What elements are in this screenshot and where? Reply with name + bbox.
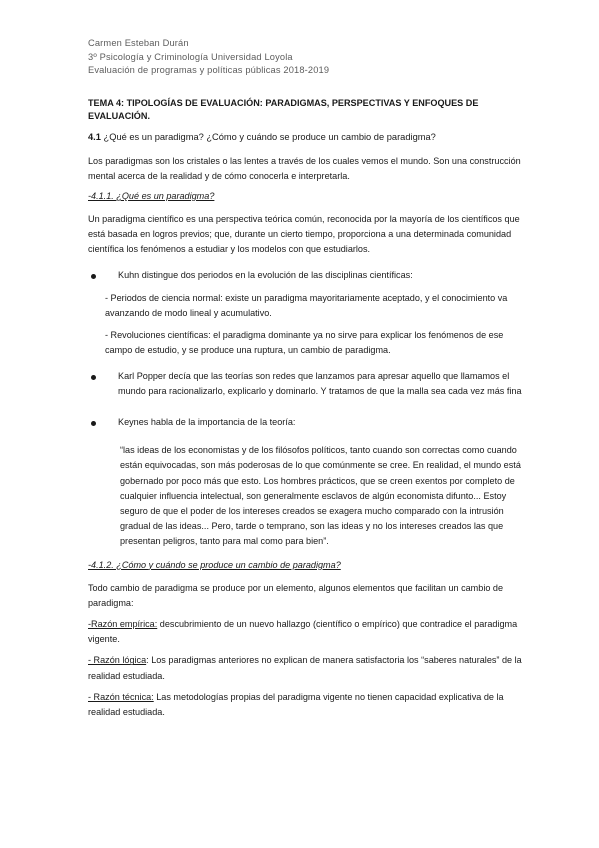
popper-text: Karl Popper decía que las teorías son redes que lanzamos para apresar aquello que llamamos el mundo para racionalizarlo, explicarlo y dominarlo. Y tratamos de que la malla sea cada vez más fina <box>118 370 522 396</box>
author-name: Carmen Esteban Durán <box>88 38 189 48</box>
change-intro: Todo cambio de paradigma se produce por un elemento, algunos elementos que facilitan un cambio de paradigma: <box>88 582 504 608</box>
kuhn-text: Kuhn distingue dos periodos en la evolución de las disciplinas científicas: <box>118 269 413 280</box>
logical-reason-label: - Razón lógica <box>88 655 147 666</box>
bullet-keynes <box>88 415 529 430</box>
course-name: 3º Psicología y Criminología Universidad Loyola <box>88 51 293 62</box>
paradigm-intro: Los paradigmas son los cristales o las lentes a través de los cuales vemos el mundo. Son una construcción mental acerca de la realidad y de cómo conocerla e interpretarla. <box>88 155 521 181</box>
empirical-reason-label: -Razón empírica: <box>88 618 158 629</box>
section-number: 4.1 <box>88 131 101 142</box>
bullet-icon <box>91 421 96 426</box>
normal-science-text: - Periodos de ciencia normal: existe un paradigma mayoritariamente aceptado, y el conocimiento va avanzando de modo lineal y acumulativo. <box>105 292 508 318</box>
empirical-reason <box>88 617 529 647</box>
bullet-icon <box>91 375 96 380</box>
bullet-popper <box>88 369 529 399</box>
keynes-quote: “las ideas de los economistas y de los filósofos políticos, tanto cuando son correctas como cuando están equivocadas, son más poderosas de lo que comúnmente se cree. En realidad, el mundo está gobernado por poco más que esto. Los hombres prácticos, que se creen exentos por completo de cualquier influencia intelectual, son generalmente esclavos de algún economista difunto... Estoy seguro de que el poder de los intereses creados se exagera mucho comparado con la intrusión gradual de las ideas... Pero, tarde o temprano, son las ideas y no los intereses creados las que presentan peligros, tanto para mal como para bien”. <box>120 445 521 547</box>
bullet-kuhn <box>88 268 529 283</box>
technical-reason <box>88 690 529 720</box>
bullet-icon <box>91 274 96 279</box>
keynes-text: Keynes habla de la importancia de la teoría: <box>118 416 296 427</box>
logical-reason <box>88 653 529 683</box>
section-question: ¿Qué es un paradigma? ¿Cómo y cuándo se produce un cambio de paradigma? <box>103 131 436 142</box>
technical-reason-label: - Razón técnica: <box>88 691 154 702</box>
section-4-1-1-heading: -4.1.1. ¿Qué es un paradigma? <box>88 190 215 201</box>
subject-name: Evaluación de programas y políticas públicas 2018-2019 <box>88 65 330 75</box>
logical-reason-text: : Los paradigmas anteriores no explican de manera satisfactoria los “saberes naturales” de la realidad estudiada. <box>88 655 522 681</box>
section-4-1-2-heading: -4.1.2. ¿Cómo y cuándo se produce un cambio de paradigma? <box>88 559 341 570</box>
document-header <box>88 37 529 78</box>
technical-reason-text: Las metodologías propias del paradigma vigente no tienen capacidad explicativa de la realidad estudiada. <box>88 691 504 717</box>
paradigm-definition: Un paradigma científico es una perspectiva teórica común, reconocida por la mayoría de los científicos que está basada en logros previos; que, durante un cierto tiempo, proporciona a una determinada comunidad científica los fenómenos a estudiar y los modelos con que estudiarlos. <box>88 213 520 255</box>
document-title: TEMA 4: TIPOLOGÍAS DE EVALUACIÓN: PARADIGMAS, PERSPECTIVAS Y ENFOQUES DE EVALUACIÓN. <box>88 97 479 121</box>
section-4-1-heading <box>88 131 529 144</box>
empirical-reason-text: descubrimiento de un nuevo hallazgo (científico o empírico) que contradice el paradigma vigente. <box>88 618 518 645</box>
scientific-revolutions-text: - Revoluciones científicas: el paradigma dominante ya no sirve para explicar los fenómenos de ese campo de estudio, y se produce una ruptura, un cambio de paradigma. <box>105 330 504 356</box>
